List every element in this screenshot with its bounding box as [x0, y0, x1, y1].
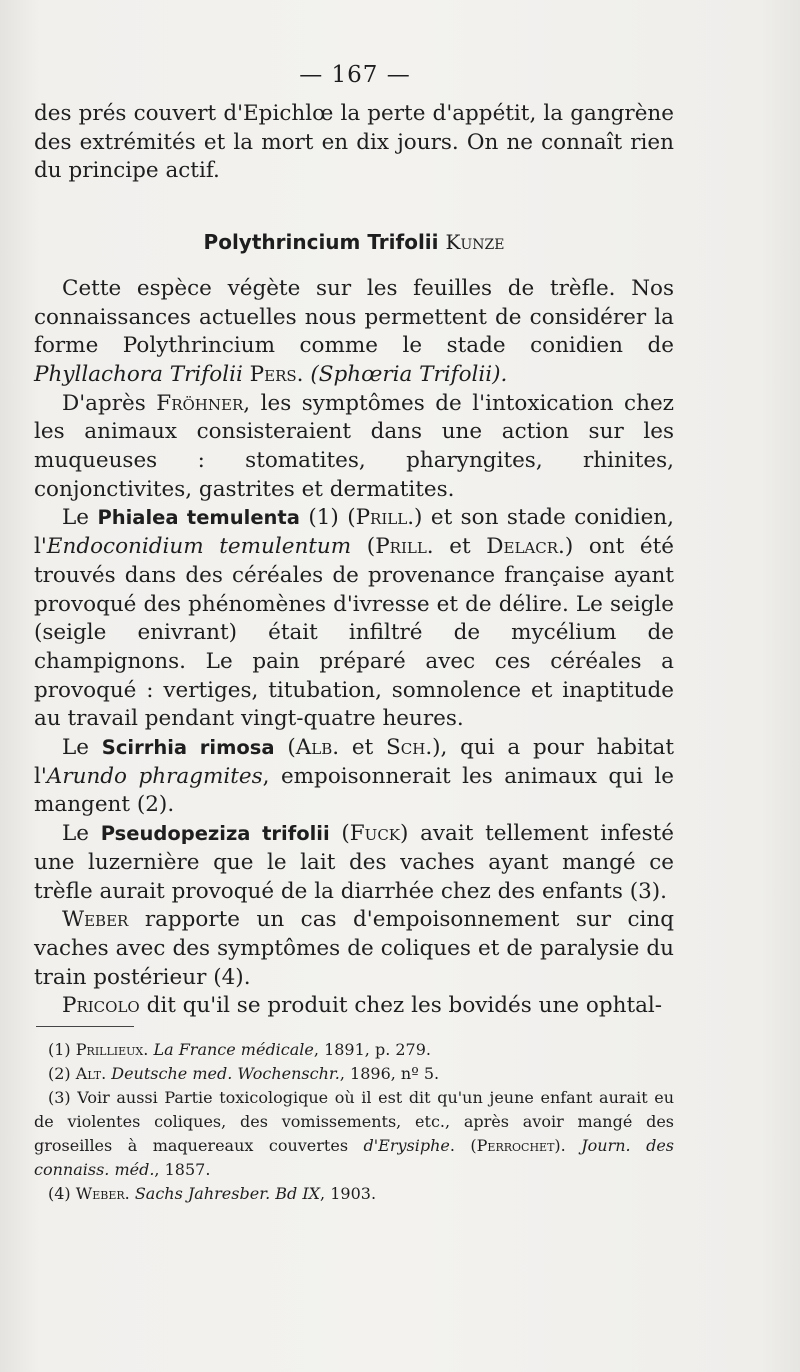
paragraph-scirrhia: Le Scirrhia rimosa (Alb. et Sch.), qui a pour habitat l'Arundo phragmites, empoisonnerait les animaux qui le mangent (2). [34, 735, 674, 818]
footnotes [34, 1038, 674, 1206]
footnote-1: (1) Prillieux. La France médicale, 1891, p. 279. [48, 1040, 431, 1059]
body-text [34, 100, 674, 1021]
paragraph-pricolo: Pricolo dit qu'il se produit chez les bovidés une ophtal- [62, 993, 663, 1019]
paragraph-continuation: des prés couvert d'Epichlœ la perte d'appétit, la gangrène des extrémités et la mort en dix jours. On ne connaît rien du principe actif. [34, 101, 674, 184]
paragraph-phialea: Le Phialea temulenta (1) (Prill.) et son stade conidien, l'Endoconidium temulentum (Prill. et Delacr.) ont été trouvés dans des céréales de provenance française ayant provoqué des phénomènes d'ivresse et de délire. Le seigle (seigle enivrant) était infiltré de mycélium de champignons. Le pain préparé avec ces céréales a provoqué : vertiges, titubation, somnolence et inaptitude au travail pendant vingt-quatre heures. [34, 505, 674, 732]
heading-title: Polythrincium Trifolii [203, 230, 439, 255]
footnote-2: (2) Alt. Deutsche med. Wochenschr., 1896, nº 5. [48, 1064, 440, 1083]
page-number: — 167 — [299, 62, 411, 88]
footnote-rule [36, 1026, 134, 1027]
footnote-3: (3) Voir aussi Partie toxicologique où il est dit qu'un jeune enfant aurait eu de violentes coliques, des vomissements, etc., après avoir mangé des groseilles à maquereaux couvertes d'Erysiphe. (Perrochet). Journ. des connaiss. méd., 1857. [34, 1088, 674, 1179]
heading-author: Kunze [445, 230, 505, 255]
paragraph-frohner: D'après Fröhner, les symptômes de l'intoxication chez les animaux consisteraient dans une action sur les muqueuses : stomatites, pharyngites, rhinites, conjonctivites, gastrites et dermatites. [34, 390, 674, 502]
paragraph-pseudopeziza: Le Pseudopeziza trifolii (Fuck) avait tellement infesté une luzernière que le lait des vaches ayant mangé ce trèfle aurait provoqué de la diarrhée chez des enfants (3). [34, 821, 675, 904]
paragraph-polythrincium: Cette espèce végète sur les feuilles de trèfle. Nos connaissances actuelles nous permettent de considérer la forme Polythrincium comme le stade conidien de Phyllachora Trifolii Pers. (Sphœria Trifolii). [34, 275, 674, 387]
section-heading [34, 228, 674, 257]
paragraph-weber: Weber rapporte un cas d'empoisonnement sur cinq vaches avec des symptômes de coliques et de paralysie du train postérieur (4). [34, 907, 674, 990]
footnote-4: (4) Weber. Sachs Jahresber. Bd IX, 1903. [48, 1184, 377, 1203]
